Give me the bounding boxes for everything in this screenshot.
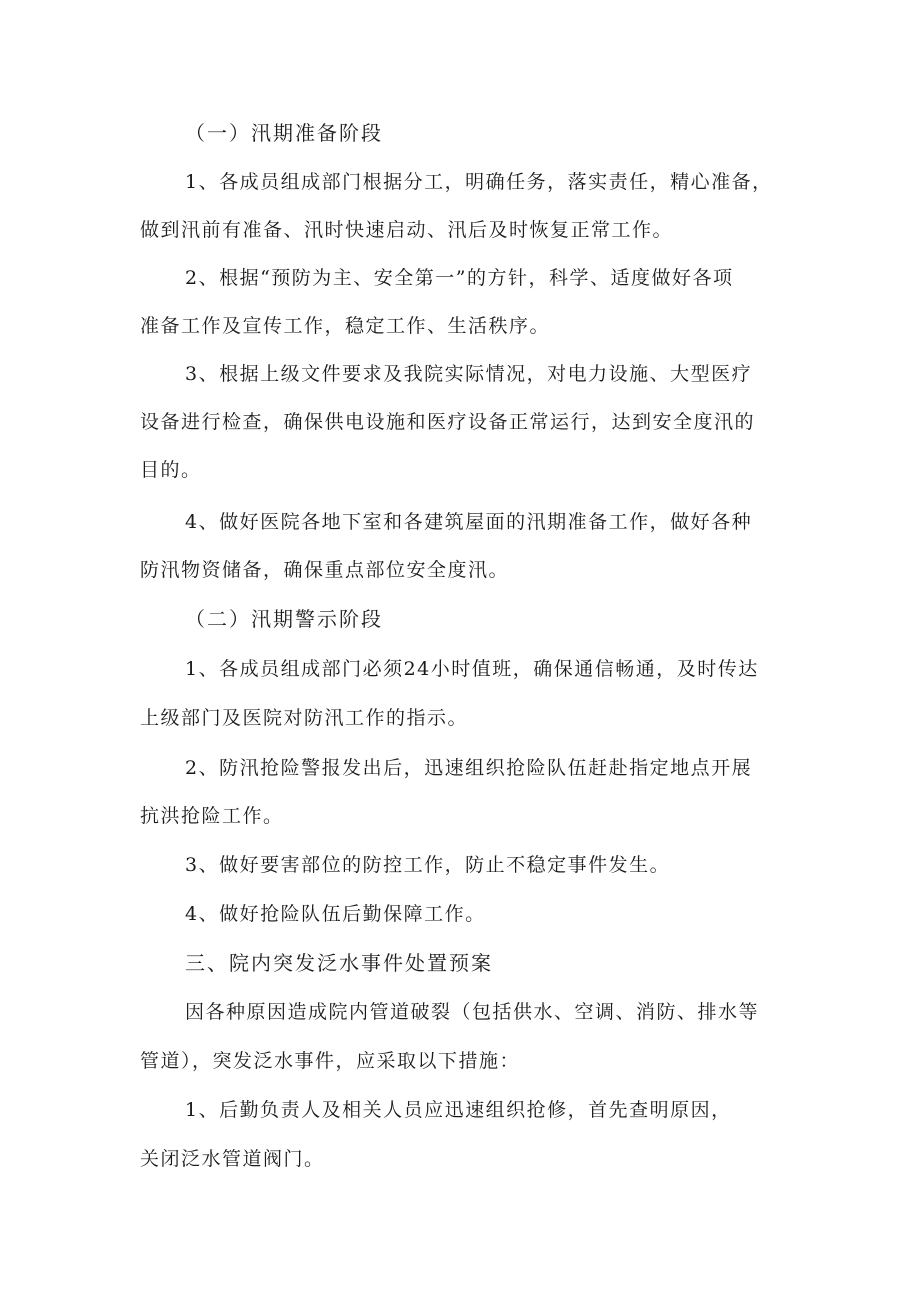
stage2-item1-line1: 1、各成员组成部门必须24小时值班，确保通信畅通，及时传达	[185, 658, 759, 680]
section3-heading: 三、院内突发泛水事件处置预案	[185, 951, 493, 975]
stage1-item2-line1: 2、根据“预防为主、安全第一”的方针，科学、适度做好各项	[185, 267, 734, 289]
stage1-item3-line3: 目的。	[140, 459, 202, 481]
section3-intro-line2: 管道），突发泛水事件，应采取以下措施：	[140, 1050, 521, 1072]
stage2-item2-line1: 2、防汛抢险警报发出后，迅速组织抢险队伍赶赴指定地点开展	[185, 757, 753, 779]
stage1-item4-line2: 防汛物资储备，确保重点部位安全度汛。	[140, 559, 510, 581]
section3-item1-line2: 关闭泛水管道阀门。	[140, 1148, 325, 1170]
stage1-heading: （一）汛期准备阶段	[185, 121, 383, 145]
stage2-item1-line2: 上级部门及医院对防汛工作的指示。	[140, 707, 469, 729]
stage1-item1-line2: 做到汛前有准备、汛时快速启动、汛后及时恢复正常工作。	[140, 219, 674, 241]
stage1-item3-line1: 3、根据上级文件要求及我院实际情况，对电力设施、大型医疗	[185, 363, 753, 385]
stage2-item3-line1: 3、做好要害部位的防控工作，防止不稳定事件发生。	[185, 854, 671, 876]
stage2-heading: （二）汛期警示阶段	[185, 607, 383, 631]
stage2-item4-line1: 4、做好抢险队伍后勤保障工作。	[185, 903, 486, 925]
stage1-item3-line2: 设备进行检查，确保供电设施和医疗设备正常运行，达到安全度汛的	[140, 411, 756, 433]
stage2-item2-line2: 抗洪抢险工作。	[140, 805, 284, 827]
stage1-item2-line2: 准备工作及宣传工作，稳定工作、生活秩序。	[140, 315, 551, 337]
section3-intro-line1: 因各种原因造成院内管道破裂（包括供水、空调、消防、排水等	[185, 1001, 760, 1023]
stage1-item1-line1: 1、各成员组成部门根据分工，明确任务，落实责任，精心准备，	[185, 171, 773, 193]
section3-item1-line1: 1、后勤负责人及相关人员应迅速组织抢修，首先查明原因，	[185, 1099, 732, 1121]
stage1-item4-line1: 4、做好医院各地下室和各建筑屋面的汛期准备工作，做好各种	[185, 511, 753, 533]
